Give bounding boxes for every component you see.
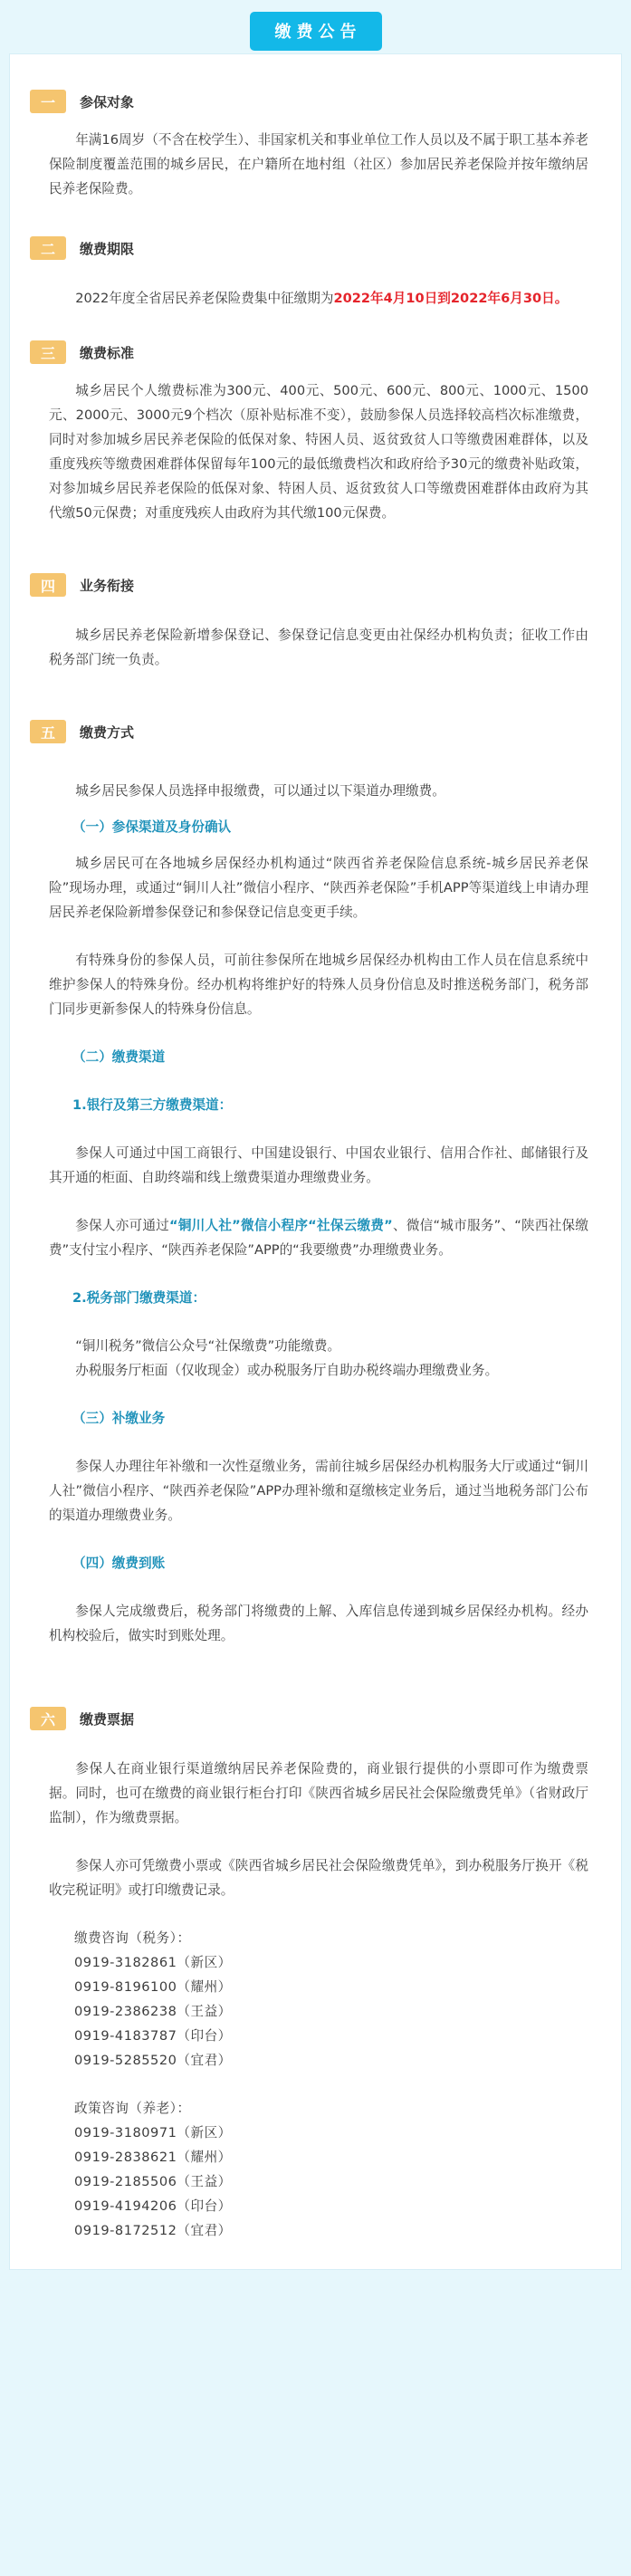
subsection-title: （四）缴费到账	[72, 1556, 166, 1571]
page-title: 缴费公告	[250, 12, 382, 51]
channel-title: 1.银行及第三方缴费渠道：	[72, 1097, 233, 1113]
text-prefix: 参保人亦可通过	[75, 1218, 170, 1233]
section-1-body: 年满16周岁（不含在校学生）、非国家机关和事业单位工作人员以及不属于职工基本养老保险制度覆盖范围的城乡居民，在户籍所在地村组（社区）参加居民养老保险并按年缴纳居民养老保险费。	[49, 132, 588, 196]
phone-line[interactable]: 0919-3182861（新区）	[74, 1955, 232, 1970]
section-6-paragraph: 参保人亦可凭缴费小票或《陕西省城乡居民社会保险缴费凭单》，到办税服务厅换开《税收完税证明》或打印缴费记录。	[49, 1858, 588, 1898]
section-title: 缴费期限	[80, 240, 135, 257]
section-title: 业务衔接	[80, 577, 135, 594]
section-5-paragraph: 城乡居民可在各地城乡居保经办机构通过“陕西省养老保险信息系统-城乡居民养老保险”现场办理，或通过“铜川人社”微信小程序、“陕西养老保险”手机APP等渠道线上申请办理居民养老保险新增参保登记和参保登记信息变更手续。	[49, 856, 588, 920]
phone-line[interactable]: 0919-8196100（耀州）	[74, 1979, 232, 1995]
phone-line[interactable]: 0919-5285520（宜君）	[74, 2053, 232, 2068]
section-4-header	[9, 570, 622, 599]
section-5-paragraph	[9, 1213, 622, 1262]
section-5-paragraph: 有特殊身份的参保人员，可前往参保所在地城乡居保经办机构由工作人员在信息系统中维护参保人的特殊身份。经办机构将维护好的特殊人员身份信息及时推送税务部门，税务部门同步更新参保人的特殊身份信息。	[49, 953, 588, 1017]
section-number-badge: 六	[30, 1707, 66, 1730]
section-5-paragraph: 办税服务厅柜面（仅收现金）或办税服务厅自助办税终端办理缴费业务。	[75, 1363, 499, 1378]
title-area	[0, 0, 631, 53]
phone-line[interactable]: 0919-4183787（印台）	[74, 2028, 232, 2044]
section-title: 缴费方式	[80, 723, 135, 741]
channel-title: 2.税务部门缴费渠道：	[72, 1290, 206, 1306]
section-5-paragraph: 参保人可通过中国工商银行、中国建设银行、中国农业银行、信用合作社、邮储银行及其开通的柜面、自助终端和线上缴费渠道办理缴费业务。	[49, 1145, 588, 1185]
section-6-paragraph: 参保人在商业银行渠道缴纳居民养老保险费的，商业银行提供的小票即可作为缴费票据。同时，也可在缴费的商业银行柜台打印《陕西省城乡居民社会保险缴费凭单》（省财政厅监制），作为缴费票据。	[49, 1761, 588, 1825]
section-2-header	[9, 234, 622, 263]
phone-line[interactable]: 0919-2838621（耀州）	[74, 2150, 232, 2165]
tax-consult-title: 缴费咨询（税务）：	[74, 1930, 191, 1946]
section-4-body: 城乡居民养老保险新增参保登记、参保登记信息变更由社保经办机构负责；征收工作由税务部门统一负责。	[49, 627, 588, 667]
section-6-header	[9, 1704, 622, 1733]
section-5-paragraph: 参保人完成缴费后，税务部门将缴费的上解、入库信息传递到城乡居保经办机构。经办机构校验后，做实时到账处理。	[49, 1604, 588, 1643]
section-number-badge: 五	[30, 720, 66, 743]
phone-line[interactable]: 0919-4194206（印台）	[74, 2198, 232, 2214]
phone-line[interactable]: 0919-2386238（王益）	[74, 2004, 232, 2019]
deadline-prefix: 2022年度全省居民养老保险费集中征缴期为	[75, 291, 334, 306]
phone-line[interactable]: 0919-3180971（新区）	[74, 2125, 232, 2140]
section-5-intro: 城乡居民参保人员选择申报缴费，可以通过以下渠道办理缴费。	[75, 783, 445, 799]
policy-consult-title: 政策咨询（养老）：	[74, 2101, 191, 2116]
section-1-header	[9, 87, 622, 116]
subsection-title: （三）补缴业务	[72, 1411, 166, 1426]
section-title: 参保对象	[80, 93, 135, 110]
phone-line[interactable]: 0919-8172512（宜君）	[74, 2223, 232, 2238]
text-suffix: 、微信“城市服务”、“陕西社保缴费”支付宝小程序、“陕西养老保险”APP的“我要缴费”办理缴费业务。	[49, 1218, 588, 1258]
section-2-body	[9, 286, 622, 311]
section-number-badge: 四	[30, 573, 66, 597]
section-number-badge: 三	[30, 340, 66, 364]
phone-line[interactable]: 0919-2185506（王益）	[74, 2174, 232, 2189]
section-3-header	[9, 338, 622, 367]
section-5-paragraph: 参保人办理往年补缴和一次性趸缴业务，需前往城乡居保经办机构服务大厅或通过“铜川人社”微信小程序、“陕西养老保险”APP办理补缴和趸缴核定业务后，通过当地税务部门公布的渠道办理缴费业务。	[49, 1459, 588, 1523]
section-3-body: 城乡居民个人缴费标准为300元、400元、500元、600元、800元、1000元、1500元、2000元、3000元9个档次（原补贴标准不变），鼓励参保人员选择较高档次标准缴费，同时对参加城乡居民养老保险的低保对象、特困人员、返贫致贫人口等缴费困难群体，以及重度残疾等缴费困难群体保留每年100元的最低缴费档次和政府给予30元的缴费补贴政策，对参加城乡居民养老保险的低保对象、特困人员、返贫致贫人口等缴费困难群体由政府为其代缴50元保费；对重度残疾人由政府为其代缴100元保费。	[49, 383, 588, 521]
section-5-header	[9, 717, 622, 746]
subsection-title: （一）参保渠道及身份确认	[72, 819, 232, 835]
section-number-badge: 二	[30, 236, 66, 260]
section-title: 缴费标准	[80, 344, 135, 361]
announcement-card	[9, 53, 622, 2270]
mini-program-link[interactable]: “铜川人社”微信小程序“社保云缴费”	[169, 1218, 393, 1233]
section-5-paragraph: “铜川税务”微信公众号“社保缴费”功能缴费。	[75, 1338, 341, 1354]
deadline-highlight: 2022年4月10日到2022年6月30日。	[333, 291, 569, 306]
section-number-badge: 一	[30, 90, 66, 113]
section-title: 缴费票据	[80, 1710, 135, 1728]
subsection-title: （二）缴费渠道	[72, 1049, 166, 1065]
